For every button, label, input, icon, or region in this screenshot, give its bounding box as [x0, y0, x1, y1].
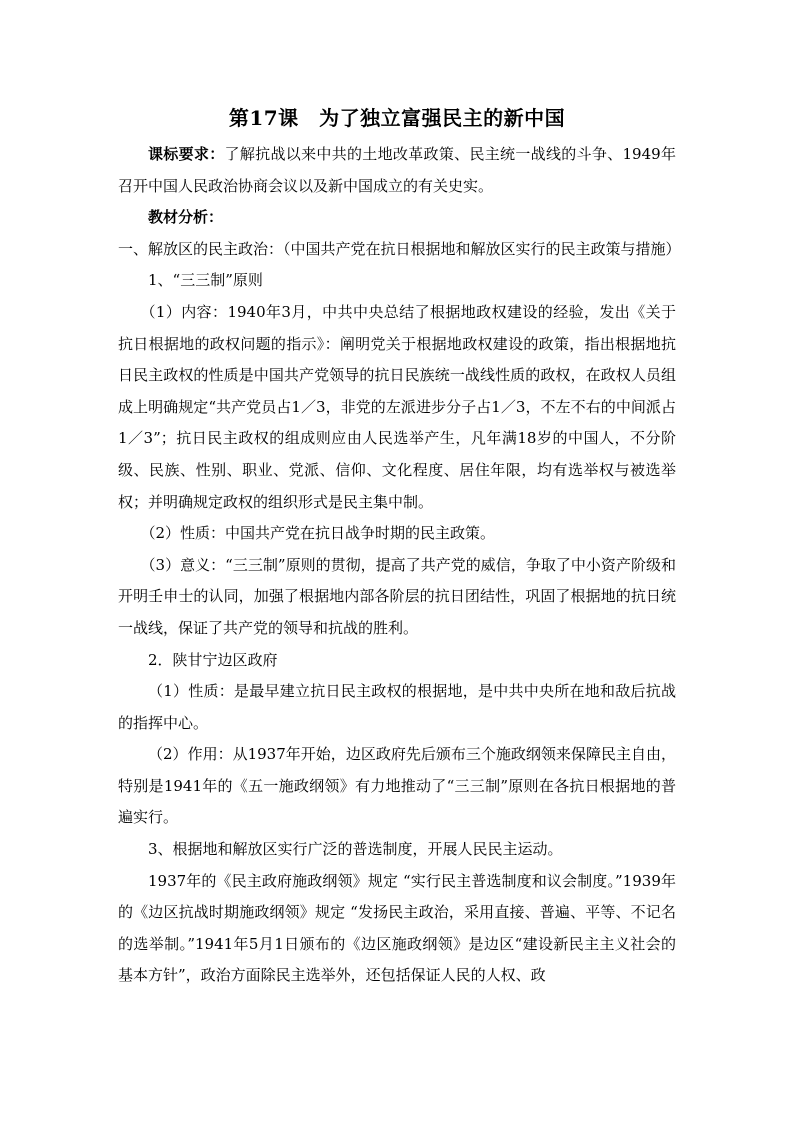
page-title: 第17课 为了独立富强民主的新中国	[228, 106, 566, 130]
curriculum-requirement	[118, 139, 676, 202]
item-2-role: （2）作用：从1937年开始，边区政府先后颁布三个施政纲领来保障民主自由，特别是1941年的《五一施政纲领》有力地推动了“三三制”原则在各抗日根据地的普遍实行。	[118, 745, 676, 827]
document-body	[118, 139, 681, 992]
section-heading: 一、解放区的民主政治：（中国共产党在抗日根据地和解放区实行的民主政策与措施）	[118, 239, 681, 258]
analysis-label: 教材分析：	[148, 208, 224, 227]
item-1-significance: （3）意义：“三三制”原则的贯彻，提高了共产党的威信，争取了中小资产阶级和开明壬申士的认同，加强了根据地内部各阶层的抗日团结性，巩固了根据地的抗日统一战线，保证了共产党的领导和抗战的胜利。	[118, 555, 676, 637]
requirement-label: 课标要求：	[148, 145, 225, 163]
item-1-nature: （2）性质：中国共产党在抗日战争时期的民主政策。	[140, 524, 496, 543]
item-3-heading: 3、根据地和解放区实行广泛的普选制度，开展人民民主运动。	[148, 840, 563, 859]
requirement-text: 了解抗战以来中共的土地改革政策、民主统一战线的斗争、1949年召开中国人民政治协商会议以及新中国成立的有关史实。	[118, 145, 676, 195]
item-2-heading: 2．陕甘宁边区政府	[148, 650, 278, 669]
item-3-content: 1937年的《民主政府施政纲领》规定 “实行民主普选制度和议会制度。”1939年的《边区抗战时期施政纲领》规定 “发扬民主政治，采用直接、普遍、平等、不记名的选举制。”1941年5月1日颁布的《边区施政纲领》是边区“建设新民主主义社会的基本方针”，政治方面除民主选举外，还包括保证人民的人权、政	[118, 871, 676, 985]
item-1-content: （1）内容：1940年3月，中共中央总结了根据地政权建设的经验，发出《关于抗日根据地的政权问题的指示》：阐明党关于根据地政权建设的政策，指出根据地抗日民主政权的性质是中国共产党领导的抗日民族统一战线性质的政权，在政权人员组成上明确规定“共产党员占1／3，非党的左派进步分子占1／3，不左不右的中间派占1／3”；抗日民主政权的组成则应由人民选举产生，凡年满18岁的中国人，不分阶级、民族、性别、职业、党派、信仰、文化程度、居住年限，均有选举权与被选举权；并明确规定政权的组织形式是民主集中制。	[118, 302, 676, 511]
item-2-nature: （1）性质：是最早建立抗日民主政权的根据地，是中共中央所在地和敌后抗战的指挥中心。	[118, 682, 676, 732]
item-1-heading: 1、“三三制”原则	[148, 271, 263, 290]
